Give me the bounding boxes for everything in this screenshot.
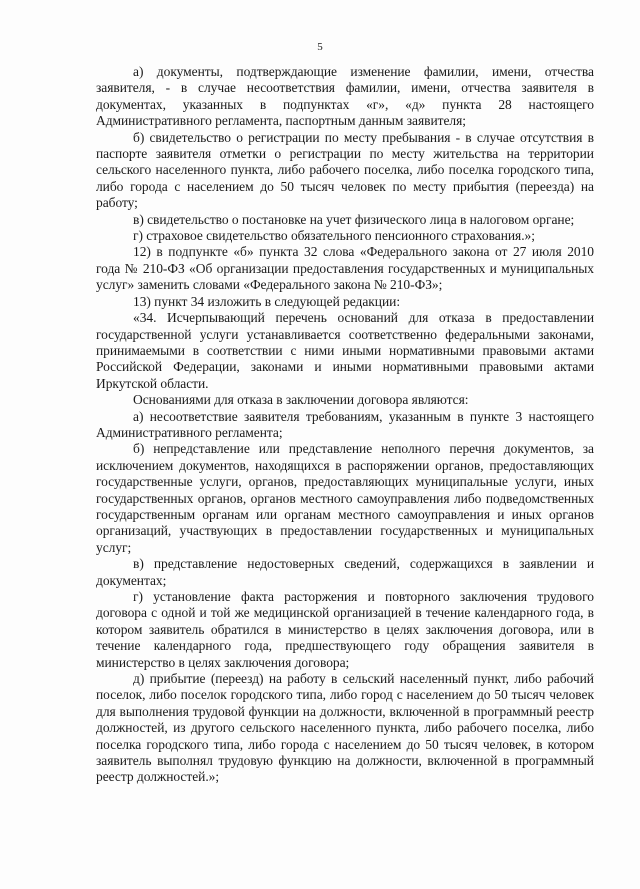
paragraph: Основаниями для отказа в заключении договора являются: xyxy=(133,392,469,408)
paragraph: г) установление факта расторжения и повторного заключения трудового договора с одной и той же медицинской организацией в течение календарного года, в котором заявитель обратился в министерство в целях заключения договора, или в течение календарного года, предшествующего году обращения заявителя в министерство в целях заключения договора; xyxy=(96,589,594,670)
paragraph: г) страховое свидетельство обязательного пенсионного страхования.»; xyxy=(133,228,535,244)
paragraph: б) свидетельство о регистрации по месту пребывания - в случае отсутствия в паспорте заявителя отметки о регистрации по месту жительства на территории сельского населенного пункта, либо рабочего поселка, либо поселка городского типа, либо города с населением до 50 тысяч человек по месту прибытия (переезда) на работу; xyxy=(96,129,594,211)
paragraph: «34. Исчерпывающий перечень оснований для отказа в предоставлении государственной услуги устанавливается соответственно федеральными законами, принимаемыми в соответствии с ними иными нормативными правовыми актами Российской Федерации, законами и иными нормативными правовыми актами Иркутской области. xyxy=(96,310,594,391)
paragraph: в) представление недостоверных сведений, содержащихся в заявлении и документах; xyxy=(96,556,594,588)
page-number: 5 xyxy=(317,41,323,53)
paragraph: а) документы, подтверждающие изменение фамилии, имени, отчества заявителя, - в случае несоответствия фамилии, имени, отчества заявителя в документах, указанных в подпунктах «г», «д» пункта 28 настоящего Административного регламента, паспортным данным заявителя; xyxy=(96,64,594,129)
paragraph: 13) пункт 34 изложить в следующей редакции: xyxy=(133,293,401,309)
paragraph: в) свидетельство о постановке на учет физического лица в налоговом органе; xyxy=(133,211,575,227)
document-body xyxy=(96,64,594,786)
paragraph: д) прибытие (переезд) на работу в сельский населенный пункт, либо рабочий поселок, либо поселок городского типа, либо город с населением до 50 тысяч человек для выполнения трудовой функции на должности, включенной в программный реестр должностей, из другого сельского населенного пункта, либо рабочего поселка, либо поселка городского типа, либо города с населением до 50 тысяч человек, в котором заявитель выполнял трудовую функцию на должности, включенной в программный реестр должностей.»; xyxy=(96,671,594,785)
paragraph: 12) в подпункте «б» пункта 32 слова «Федерального закона от 27 июля 2010 года № 210-ФЗ «Об организации предоставления государственных и муниципальных услуг» заменить словами «Федерального закона № 210-ФЗ»; xyxy=(96,244,594,293)
paragraph: б) непредставление или представление неполного перечня документов, за исключением документов, находящихся в распоряжении органов, предоставляющих государственные услуги, органов, предоставляющих муниципальные услуги, иных государственных органов, органов местного самоуправления либо подведомственных государственным органам или органам местного самоуправления и иных органов организаций, участвующих в предоставлении государственных и муниципальных услуг; xyxy=(96,441,594,555)
paragraph: а) несоответствие заявителя требованиям, указанным в пункте 3 настоящего Административного регламента; xyxy=(96,408,594,440)
